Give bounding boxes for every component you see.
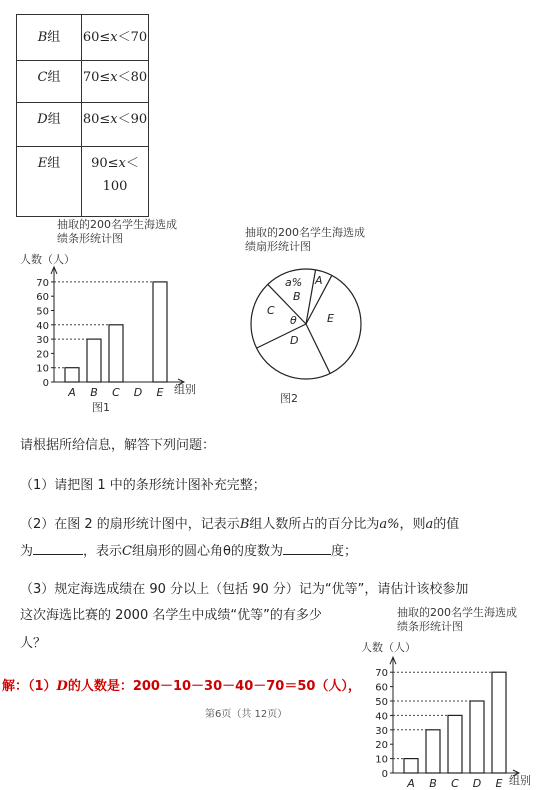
y-tick-label: 40	[375, 711, 388, 723]
range-cell: 60≤x＜70	[82, 15, 149, 61]
bar-c	[448, 715, 462, 773]
x-tick-label: E	[495, 777, 503, 790]
x-tick-label: C	[112, 386, 120, 399]
x-tick-label: C	[451, 777, 459, 790]
figure2-title: 抽取的200名学生海选成 绩扇形统计图	[245, 226, 365, 253]
y-tick-label: 0	[381, 769, 388, 780]
figure1-xlabel: 组别	[174, 383, 196, 396]
question-3-line1: （3）规定海选成绩在 90 分以上（包括 90 分）记为“优等”，请估计该校参加	[20, 582, 469, 597]
figure3-ylabel: 人数（人）	[361, 641, 416, 654]
pie-label-theta: θ	[290, 314, 297, 327]
y-tick-label: 70	[375, 668, 388, 680]
x-tick-label: D	[472, 777, 482, 790]
bar-a	[404, 759, 418, 773]
range-cell: 80≤x＜90	[82, 103, 149, 147]
solution-line: 解：（1）D的人数是：200－10－30－40－70＝50（人），	[2, 679, 361, 694]
group-cell: C组	[17, 61, 82, 103]
group-range-table	[16, 14, 149, 217]
bar-a	[65, 368, 79, 382]
question-1: （1）请把图 1 中的条形统计图补充完整；	[20, 478, 266, 493]
pie-label-a-percent: a%	[285, 276, 303, 289]
range-cell: 70≤x＜80	[82, 61, 149, 103]
x-tick-label: B	[90, 386, 98, 399]
bar-e	[492, 672, 506, 773]
y-tick-label: 0	[42, 378, 49, 389]
group-cell: D组	[17, 103, 82, 147]
figure2-caption: 图2	[280, 392, 298, 405]
y-tick-label: 50	[375, 697, 388, 708]
figure3-title: 抽取的200名学生海选成 绩条形统计图	[397, 606, 517, 633]
answer-blank-2[interactable]	[283, 542, 331, 555]
y-tick-label: 20	[36, 349, 49, 361]
y-tick-label: 10	[36, 363, 49, 375]
pie-label-a: A	[315, 274, 323, 287]
x-tick-label: D	[133, 386, 143, 399]
figure1-ylabel: 人数（人）	[20, 253, 75, 266]
x-tick-label: B	[429, 777, 437, 790]
figure1-title: 抽取的200名学生海选成 绩条形统计图	[57, 218, 177, 245]
x-tick-label: A	[68, 386, 76, 399]
y-tick-label: 40	[36, 320, 49, 332]
bar-c	[109, 325, 123, 382]
question-3-line3: 人？	[20, 636, 47, 651]
pie-label-e: E	[327, 312, 334, 325]
question-2-line2: 为 ，表示C组扇形的圆心角θ的度数为 度；	[20, 544, 357, 559]
figure1-bar-chart	[14, 248, 214, 418]
bar-e	[153, 282, 167, 382]
y-tick-label: 20	[375, 740, 388, 752]
page-footer: 第6页（共 12页）	[205, 709, 288, 720]
y-tick-label: 50	[36, 306, 49, 318]
range-cell: 90≤x＜ 100	[82, 147, 149, 217]
figure2-pie-chart	[240, 256, 380, 416]
pie-label-d: D	[290, 334, 299, 347]
figure3-xlabel: 组别	[509, 774, 531, 787]
x-tick-label: A	[407, 777, 415, 790]
y-tick-label: 60	[36, 292, 49, 304]
y-tick-label: 60	[375, 682, 388, 694]
bar-b	[87, 339, 101, 382]
answer-blank-1[interactable]	[33, 542, 83, 555]
pie-label-b: B	[293, 290, 301, 303]
y-tick-label: 30	[375, 725, 388, 737]
x-tick-label: E	[156, 386, 164, 399]
group-cell: B组	[17, 15, 82, 61]
bar-b	[426, 730, 440, 773]
figure3-bar-chart	[355, 636, 543, 790]
pie-label-c: C	[267, 304, 275, 317]
figure1-caption: 图1	[92, 401, 110, 414]
y-tick-label: 10	[375, 754, 388, 766]
question-2-line1: （2）在图 2 的扇形统计图中，记表示B组人数所占的百分比为a%，则a的值	[20, 517, 460, 532]
question-3-line2: 这次海选比赛的 2000 名学生中成绩“优等”的有多少	[20, 608, 322, 623]
group-cell: E组	[17, 147, 82, 217]
y-tick-label: 30	[36, 335, 49, 347]
bar-d	[470, 701, 484, 773]
intro-text: 请根据所给信息，解答下列问题：	[20, 438, 216, 453]
y-tick-label: 70	[36, 277, 49, 289]
